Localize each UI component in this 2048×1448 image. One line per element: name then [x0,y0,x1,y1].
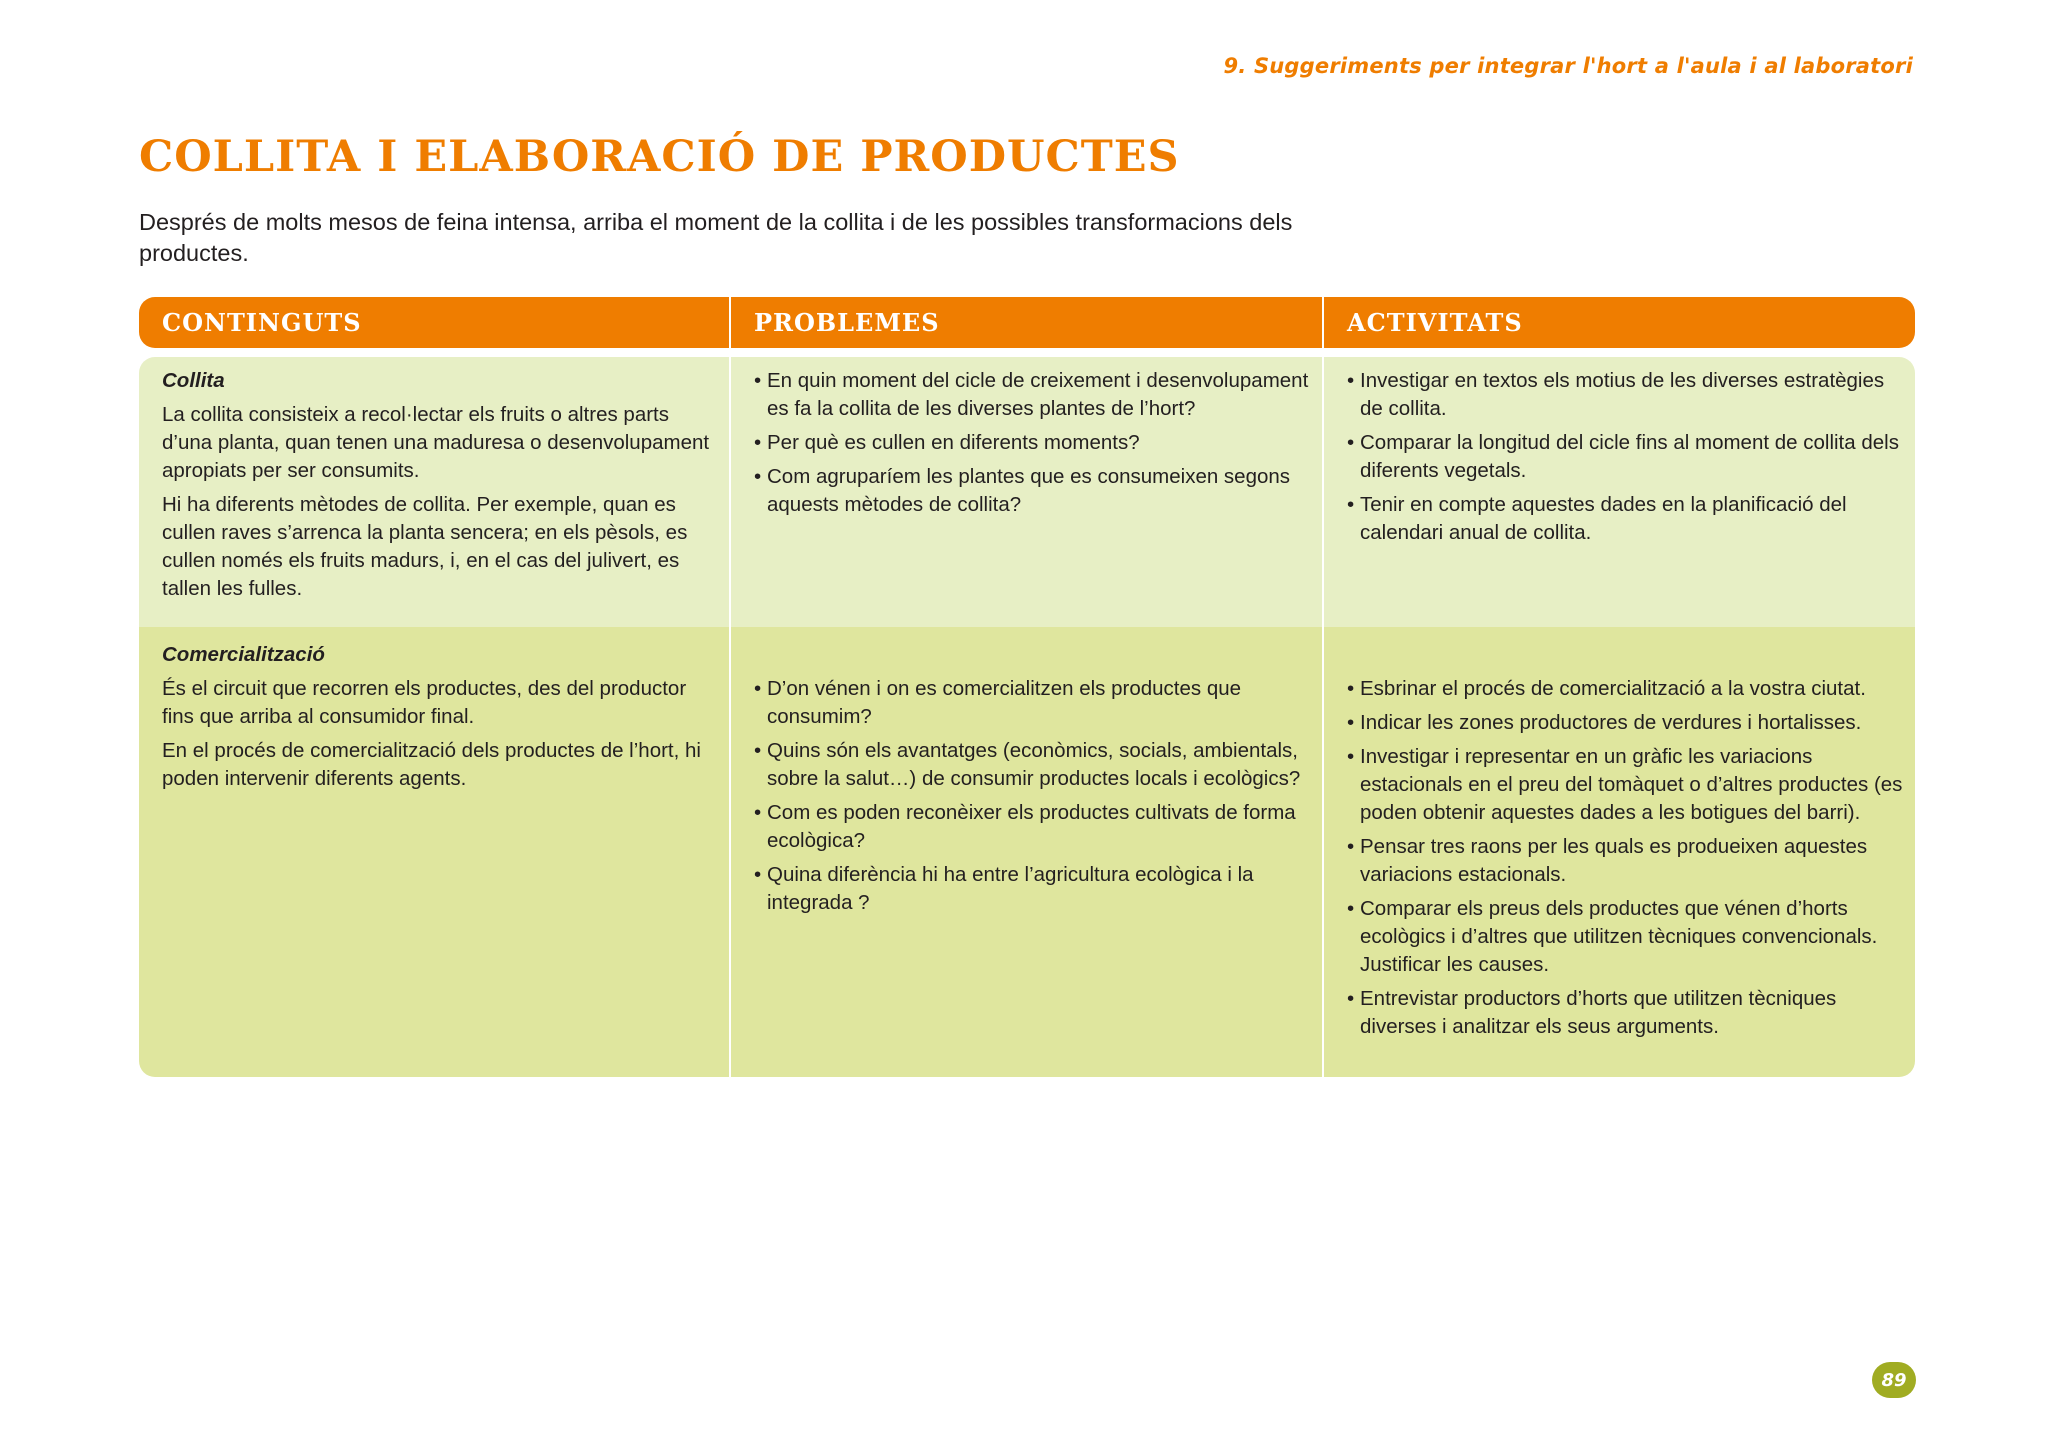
continguts-cell [139,357,729,627]
list-item: • Investigar i representar en un gràfic les variacions estacionals en el preu del tomàquet o d’altres productes (es poden obtenir aquestes dades a les botigues del barri). [1347,743,1903,827]
list-item: • Pensar tres raons per les quals es produeixen aquestes variacions estacionals. [1347,833,1903,889]
content-title: Collita [162,369,225,392]
list-item: • Indicar les zones productores de verdures i hortalisses. [1347,709,1903,737]
table-header [139,297,1915,348]
content-paragraph: Hi ha diferents mètodes de collita. Per exemple, quan es cullen raves s’arrenca la planta sencera; en els pèsols, es cullen només els fruits madurs, i, en el cas del julivert, es tallen les fulles. [162,493,688,600]
content-table [139,297,1915,1077]
problems-list [754,367,1310,519]
activitats-cell [1322,627,1915,1077]
list-item: • Com es poden reconèixer els productes cultivats de forma ecològica? [754,799,1310,855]
list-item: • Esbrinar el procés de comercialització a la vostra ciutat. [1347,675,1903,703]
list-item: • Comparar la longitud del cicle fins al moment de collita dels diferents vegetals. [1347,429,1903,485]
table-row [139,357,1915,627]
content-paragraph: La collita consisteix a recol·lectar els fruits o altres parts d’una planta, quan tenen una maduresa o desenvolupament apropiats per ser consumits. [162,403,710,482]
activities-list [1347,367,1903,547]
intro-paragraph: Després de molts mesos de feina intensa, arriba el moment de la collita i de les possibles transformacions dels productes. [139,209,1293,266]
activitats-cell [1322,357,1915,627]
header-continguts: CONTINGUTS [162,308,362,337]
list-item: • D’on vénen i on es comercialitzen els productes que consumim? [754,675,1310,731]
continguts-cell [139,627,729,1077]
running-head: 9. Suggeriments per integrar l'hort a l'aula i al laboratori [1223,54,1913,78]
page-title: COLLITA I ELABORACIÓ DE PRODUCTES [139,132,1180,182]
list-item: • Com agruparíem les plantes que es consumeixen segons aquests mètodes de collita? [754,463,1310,519]
page-number-badge: 89 [1872,1362,1916,1398]
header-problemes: PROBLEMES [729,297,1322,348]
list-item: • Entrevistar productors d’horts que utilitzen tècniques diverses i analitzar els seus arguments. [1347,985,1903,1041]
table-row [139,627,1915,1077]
content-paragraph: És el circuit que recorren els productes, des del productor fins que arriba al consumidor final. [162,677,687,728]
activities-list [1347,675,1903,1041]
list-item: • Comparar els preus dels productes que vénen d’horts ecològics i d’altres que utilitzen tècniques convencionals. Justificar les causes. [1347,895,1903,979]
header-activitats: ACTIVITATS [1322,297,1915,348]
content-title: Comercialització [162,643,325,666]
list-item: • Investigar en textos els motius de les diverses estratègies de collita. [1347,367,1903,423]
problemes-cell [729,357,1322,627]
problems-list [754,675,1310,917]
list-item: • Per què es cullen en diferents moments? [754,429,1310,457]
list-item: • Tenir en compte aquestes dades en la planificació del calendari anual de collita. [1347,491,1903,547]
table-body [139,357,1915,1077]
list-item: • Quina diferència hi ha entre l’agricultura ecològica i la integrada ? [754,861,1310,917]
problemes-cell [729,627,1322,1077]
content-paragraph: En el procés de comercialització dels productes de l’hort, hi poden intervenir diferents agents. [162,739,701,790]
list-item: • En quin moment del cicle de creixement i desenvolupament es fa la collita de les diverses plantes de l’hort? [754,367,1310,423]
list-item: • Quins són els avantatges (econòmics, socials, ambientals, sobre la salut…) de consumir productes locals i ecològics? [754,737,1310,793]
